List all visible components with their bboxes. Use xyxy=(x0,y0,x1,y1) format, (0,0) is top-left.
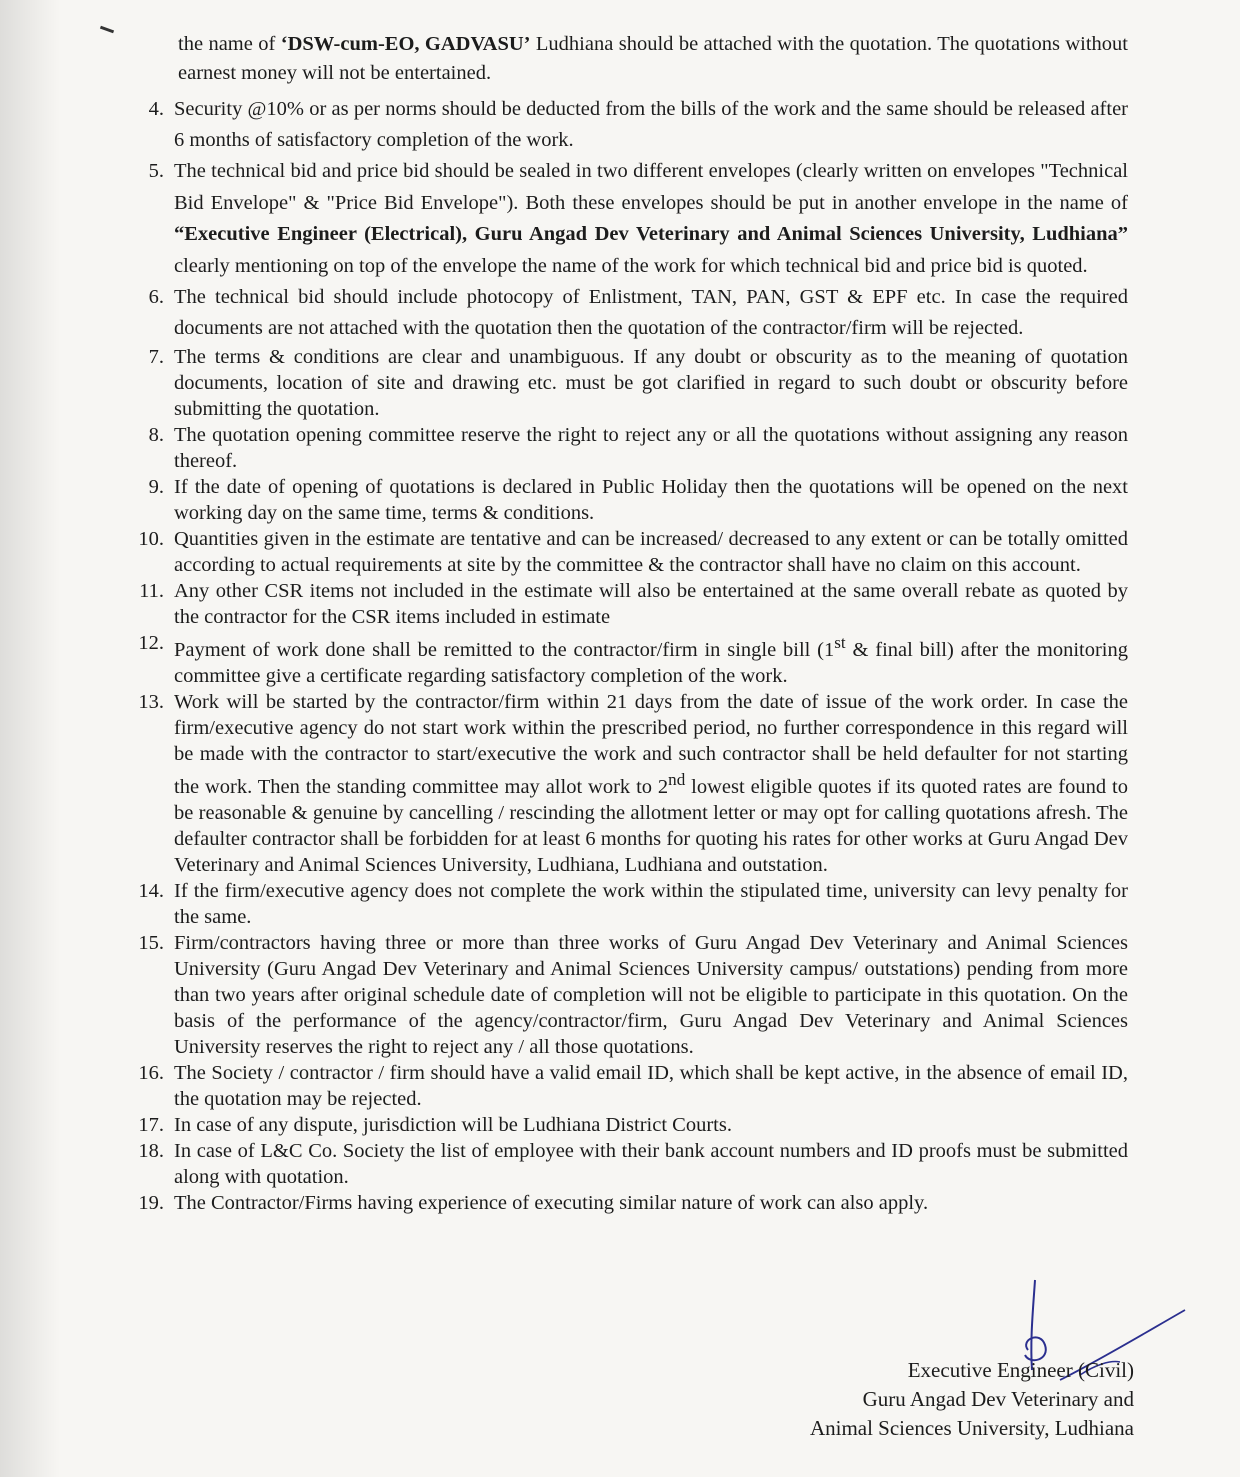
list-text: If the date of opening of quotations is declared in Public Holiday then the quotations will be opened on the next working day on the same time, terms & conditions. xyxy=(174,476,1128,524)
list-number: 12. xyxy=(138,632,164,654)
list-text: If the firm/executive agency does not complete the work within the stipulated time, university can levy penalty for the same. xyxy=(174,879,1128,928)
list-number: 6. xyxy=(148,286,164,308)
signatory-org-line2: Animal Sciences University, Ludhiana xyxy=(809,1416,1134,1440)
list-number: 18. xyxy=(138,1139,164,1162)
list-text-sup: st xyxy=(834,633,846,652)
page-mark xyxy=(100,26,114,34)
list-item-17 xyxy=(128,1112,1128,1138)
list-text: The terms & conditions are clear and unambiguous. If any doubt or obscurity as to the meaning of quotation documents, location of site and drawing etc. must be got clarified in regard to such doubt or obscurity before submitting the quotation. xyxy=(174,346,1128,420)
list-item-19 xyxy=(128,1190,1128,1216)
list-text: The quotation opening committee reserve the right to reject any or all the quotations without assigning any reason thereof. xyxy=(174,424,1128,472)
page-edge-shadow xyxy=(0,0,60,1477)
list-text-pre: Work will be started by the contractor/firm within 21 days from the date of issue of the work order. In case the firm/executive agency do not start work within the prescribed period, no further correspondence in this regard will be made with the contractor to start/executive the work and such contractor shall be held defaulter for not starting the work. Then the standing committee may allot work to 2 xyxy=(174,690,1128,798)
signatory-org-line1: Guru Angad Dev Veterinary and xyxy=(862,1387,1134,1411)
list-item-5 xyxy=(128,156,1128,282)
list-number: 19. xyxy=(138,1191,164,1214)
list-text xyxy=(174,156,1128,282)
list-number: 14. xyxy=(138,879,164,902)
list-number: 15. xyxy=(138,931,164,954)
list-item-13 xyxy=(128,689,1128,878)
list-text: The technical bid should include photocopy of Enlistment, TAN, PAN, GST & EPF etc. In case the required documents are not attached with the quotation then the quotation of the contractor/firm will be rejected. xyxy=(174,286,1128,339)
terms-list xyxy=(128,30,1128,1216)
list-text-post: lowest eligible quotes if its quoted rates are found to be reasonable & genuine by cancelling / rescinding the allotment letter or may opt for calling quotations afresh. The defaulter contractor shall be forbidden for at least 6 months for quoting his rates for other works at Guru Angad Dev Veterinary and Animal Sciences University, Ludhiana, Ludhiana and outstation. xyxy=(174,775,1128,876)
list-item-8 xyxy=(128,422,1128,474)
list-text xyxy=(174,689,1128,878)
list-number: 17. xyxy=(138,1113,164,1136)
list-number: 5. xyxy=(148,160,164,182)
list-text-post: clearly mentioning on top of the envelope the name of the work for which technical bid and price bid is quoted. xyxy=(174,254,1088,277)
list-text xyxy=(174,630,1128,689)
continued-clause xyxy=(178,30,1128,88)
list-text-pre: The technical bid and price bid should be sealed in two different envelopes (clearly written on envelopes "Technical Bid Envelope" & "Price Bid Envelope"). Both these envelopes should be put in another envelope in the name of xyxy=(174,160,1128,214)
list-number: 7. xyxy=(148,346,164,368)
signature-block xyxy=(810,1356,1134,1443)
continued-clause-bold: ‘DSW-cum-EO, GADVASU’ xyxy=(280,33,531,55)
continued-clause-post: Ludhiana should be attached with the quotation. The quotations without earnest money will not be entertained. xyxy=(178,33,1128,84)
list-text: Any other CSR items not included in the estimate will also be entertained at the same overall rebate as quoted by the contractor for the CSR items included in estimate xyxy=(174,580,1128,628)
list-item-7 xyxy=(128,344,1128,422)
list-text: Quantities given in the estimate are tentative and can be increased/ decreased to any extent or can be totally omitted according to actual requirements at site by the committee & the contractor shall have no claim on this account. xyxy=(174,528,1128,576)
list-text: In case of any dispute, jurisdiction will be Ludhiana District Courts. xyxy=(174,1113,732,1136)
list-text-sup: nd xyxy=(668,769,686,789)
list-number: 13. xyxy=(138,690,164,713)
list-number: 16. xyxy=(138,1061,164,1084)
list-number: 4. xyxy=(148,98,164,120)
list-text-bold: “Executive Engineer (Electrical), Guru Angad Dev Veterinary and Animal Sciences University, Ludhiana” xyxy=(174,223,1128,245)
list-number: 8. xyxy=(148,424,164,446)
list-number: 10. xyxy=(138,528,164,550)
signatory-title: Executive Engineer (Civil) xyxy=(907,1358,1134,1382)
list-text-pre: Payment of work done shall be remitted to the contractor/firm in single bill (1 xyxy=(174,638,835,661)
list-item-4 xyxy=(128,94,1128,156)
list-item-16 xyxy=(128,1060,1128,1112)
list-text: Firm/contractors having three or more than three works of Guru Angad Dev Veterinary and Animal Sciences University (Guru Angad Dev Veterinary and Animal Sciences University campus/ outstations) pending from more than two years after original schedule date of completion will not be eligible to participate in this quotation. On the basis of the performance of the agency/contractor/firm, Guru Angad Dev Veterinary and Animal Sciences University reserves the right to reject any / all those quotations. xyxy=(174,931,1128,1058)
list-text: The Society / contractor / firm should have a valid email ID, which shall be kept active, in the absence of email ID, the quotation may be rejected. xyxy=(174,1061,1128,1110)
list-number: 9. xyxy=(148,476,164,498)
list-item-11 xyxy=(128,578,1128,630)
list-text-post: & final bill) after the monitoring committee give a certificate regarding satisfactory completion of the work. xyxy=(174,638,1128,687)
list-item-9 xyxy=(128,474,1128,526)
list-item-12 xyxy=(128,630,1128,689)
list-item-6 xyxy=(128,282,1128,344)
list-text: In case of L&C Co. Society the list of employee with their bank account numbers and ID proofs must be submitted along with quotation. xyxy=(174,1139,1128,1188)
list-item-10 xyxy=(128,526,1128,578)
list-item-14 xyxy=(128,878,1128,930)
continued-clause-pre: the name of xyxy=(178,33,281,55)
list-item-15 xyxy=(128,930,1128,1060)
list-text: Security @10% or as per norms should be deducted from the bills of the work and the same should be released after 6 months of satisfactory completion of the work. xyxy=(174,98,1128,151)
list-text: The Contractor/Firms having experience of executing similar nature of work can also apply. xyxy=(174,1191,929,1214)
list-item-18 xyxy=(128,1138,1128,1190)
list-number: 11. xyxy=(139,580,164,602)
